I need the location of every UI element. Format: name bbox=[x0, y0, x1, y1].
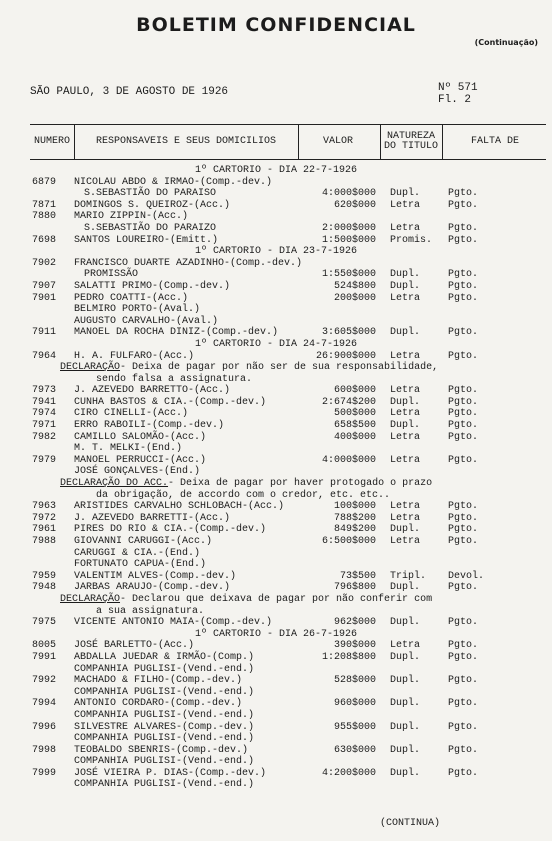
entry-nature: Letra bbox=[390, 408, 421, 420]
table-row bbox=[0, 733, 552, 745]
entry-name: TEOBALDO SBENRIS-(Comp.-dev.) bbox=[74, 744, 249, 756]
entry-reason: Pgto. bbox=[448, 582, 479, 594]
continuation-note: (Continuação) bbox=[474, 38, 538, 47]
entry-value: 1:550$000 bbox=[321, 269, 376, 281]
table-row bbox=[0, 304, 552, 316]
entry-nature: Letra bbox=[390, 431, 421, 443]
entry-name: PEDRO COATTI-(Acc.) bbox=[74, 292, 189, 304]
entry-reason: Pgto. bbox=[448, 292, 479, 304]
continues-note: (CONTINUA) bbox=[380, 818, 441, 829]
entry-name: J. AZEVEDO BARRETTI-(Acc.) bbox=[74, 512, 231, 524]
entry-reason: Pgto. bbox=[448, 501, 479, 513]
entry-nature: Dupl. bbox=[390, 617, 421, 629]
entry-value: 400$000 bbox=[333, 431, 376, 443]
entry-value: 658$500 bbox=[333, 420, 376, 432]
entry-value: 849$200 bbox=[333, 524, 376, 536]
entry-reason: Pgto. bbox=[448, 698, 479, 710]
table-row bbox=[0, 698, 552, 710]
entry-reason: Pgto. bbox=[448, 744, 479, 756]
entry-nature: Dupl. bbox=[390, 396, 421, 408]
entry-name: M. T. MELKI-(End.) bbox=[74, 443, 183, 455]
table-row bbox=[0, 420, 552, 432]
entry-number: 7991 bbox=[32, 651, 57, 663]
table-row bbox=[0, 466, 552, 478]
entry-nature: Letra bbox=[390, 640, 421, 652]
entry-name: PIRES DO RIO & CIA.-(Comp.-dev.) bbox=[74, 524, 267, 536]
entry-name: H. A. FULFARO-(Acc.) bbox=[74, 350, 195, 362]
entry-number: 7698 bbox=[32, 234, 57, 246]
entry-reason: Pgto. bbox=[448, 651, 479, 663]
document-title: BOLETIM CONFIDENCIAL bbox=[136, 14, 416, 36]
entry-reason: Pgto. bbox=[448, 431, 479, 443]
entry-value: 960$000 bbox=[333, 698, 376, 710]
table-row bbox=[0, 269, 552, 281]
table-row bbox=[0, 385, 552, 397]
table-row bbox=[0, 548, 552, 560]
bulletin-number: Nº 571 bbox=[438, 82, 478, 94]
entry-reason: Pgto. bbox=[448, 222, 479, 234]
table-row bbox=[0, 200, 552, 212]
entry-nature: Dupl. bbox=[390, 721, 421, 733]
table-row bbox=[0, 687, 552, 699]
table-row bbox=[0, 745, 552, 757]
entry-name: DOMINGOS S. QUEIROZ-(Acc.) bbox=[74, 199, 231, 211]
col-numero: NUMERO bbox=[33, 136, 70, 147]
table-row bbox=[0, 432, 552, 444]
entry-number: 7964 bbox=[32, 350, 57, 362]
entry-number: 7948 bbox=[32, 582, 57, 594]
entry-name: FRANCISCO DUARTE AZADINHO-(Comp.-dev.) bbox=[74, 257, 303, 269]
entry-nature: Letra bbox=[390, 222, 421, 234]
entry-value: 200$000 bbox=[333, 292, 376, 304]
entry-value: 788$200 bbox=[333, 512, 376, 524]
entry-nature: Letra bbox=[390, 385, 421, 397]
table-row bbox=[0, 351, 552, 363]
entry-reason: Pgto. bbox=[448, 536, 479, 547]
sheet-number: Fl. 2 bbox=[438, 94, 472, 106]
table-row bbox=[0, 235, 552, 247]
entry-value: 630$000 bbox=[333, 744, 376, 756]
table-row bbox=[0, 177, 552, 189]
entry-nature: Dupl. bbox=[390, 767, 421, 779]
entry-value: 600$000 bbox=[333, 385, 376, 397]
declaration-continuation: sendo falsa a assignatura. bbox=[96, 373, 253, 385]
entry-nature: Dupl. bbox=[390, 269, 421, 281]
entry-name: MARIO ZIPPIN-(Acc.) bbox=[74, 211, 189, 223]
table-row bbox=[0, 606, 552, 618]
table-row bbox=[0, 455, 552, 467]
table-row bbox=[0, 316, 552, 328]
table-row bbox=[0, 536, 552, 548]
entry-nature: Promis. bbox=[390, 234, 433, 246]
section-heading: 1º CARTORIO - DIA 22-7-1926 bbox=[194, 165, 358, 176]
table-row bbox=[0, 652, 552, 664]
entry-name: MANOEL PERRUCCI-(Acc.) bbox=[74, 454, 207, 466]
entry-value: 962$000 bbox=[333, 617, 376, 629]
table-row bbox=[0, 246, 552, 258]
table-row bbox=[0, 640, 552, 652]
declaration-text: - Deixa de pagar por não ser de sua responsabilidade, bbox=[120, 362, 439, 374]
entry-reason: Devol. bbox=[448, 570, 485, 582]
entry-value: 26:900$000 bbox=[315, 350, 376, 362]
entry-name: SILVESTRE ALVARES-(Comp.-dev.) bbox=[74, 721, 255, 733]
entry-name: CARUGGI & CIA.-(End.) bbox=[74, 547, 201, 559]
entry-nature: Dupl. bbox=[390, 582, 421, 594]
entry-name: COMPANHIA PUGLISI-(Vend.-end.) bbox=[74, 709, 255, 721]
declaration-label: DECLARAÇÃO DO ACC. bbox=[60, 478, 169, 490]
entry-reason: Pgto. bbox=[448, 640, 479, 652]
entry-value: 1:208$800 bbox=[321, 651, 376, 663]
table-row bbox=[0, 443, 552, 455]
entry-reason: Pgto. bbox=[448, 396, 479, 408]
entry-nature: Letra bbox=[390, 350, 421, 362]
entry-reason: Pgto. bbox=[448, 350, 479, 362]
entry-reason: Pgto. bbox=[448, 234, 479, 246]
entry-nature: Dupl. bbox=[390, 698, 421, 710]
table-row bbox=[0, 327, 552, 339]
entry-name: S.SEBASTIÃO DO PARAISO bbox=[84, 188, 217, 200]
entry-reason: Pgto. bbox=[448, 617, 479, 629]
table-row bbox=[0, 339, 552, 351]
entry-name: ABDALLA JUEDAR & IRMÃO-(Comp.) bbox=[74, 651, 255, 663]
col-falta: FALTA DE bbox=[470, 136, 519, 147]
table-row bbox=[0, 165, 552, 177]
entry-reason: Pgto. bbox=[448, 199, 479, 211]
entry-name: CAMILLO SALOMÃO-(Acc.) bbox=[74, 431, 207, 443]
entry-name: COMPANHIA PUGLISI-(Vend.-end.) bbox=[74, 686, 255, 698]
entry-reason: Pgto. bbox=[448, 675, 479, 687]
table-row bbox=[0, 501, 552, 513]
entry-number: 7996 bbox=[32, 721, 57, 733]
entry-name: J. AZEVEDO BARRETTO-(Acc.) bbox=[74, 385, 231, 397]
entry-number: 7974 bbox=[32, 408, 57, 420]
entry-nature: Dupl. bbox=[390, 675, 421, 687]
entry-name: MACHADO & FILHO-(Comp.-dev.) bbox=[74, 675, 243, 687]
entry-name: NICOLAU ABDO & IRMAO-(Comp.-dev.) bbox=[74, 176, 273, 188]
entry-name: JOSÉ GONÇALVES-(End.) bbox=[74, 466, 201, 478]
entry-nature: Letra bbox=[390, 292, 421, 304]
entry-name: JARBAS ARAUJO-(Comp.-dev.) bbox=[74, 582, 231, 594]
entry-name: JOSÉ VIEIRA P. DIAS-(Comp.-dev.) bbox=[74, 767, 267, 779]
table-row bbox=[0, 722, 552, 734]
section-heading: 1º CARTORIO - DIA 23-7-1926 bbox=[194, 246, 358, 258]
entry-value: 4:000$000 bbox=[321, 454, 376, 466]
entry-name: BELMIRO PORTO-(Aval.) bbox=[74, 304, 201, 316]
declaration-text: - Declarou que deixava de pagar por não conferir com bbox=[120, 593, 433, 605]
entry-name: ANTONIO CORDARO-(Comp.-dev.) bbox=[74, 698, 243, 710]
entry-number: 7961 bbox=[32, 524, 57, 536]
entry-name: JOSÉ BARLETTO-(Acc.) bbox=[74, 640, 195, 652]
entry-number: 7972 bbox=[32, 512, 57, 524]
entry-number: 7998 bbox=[32, 744, 57, 756]
declaration-continuation: da obrigação, de accordo com o credor, etc. etc.. bbox=[96, 489, 391, 501]
entry-nature: Tripl. bbox=[390, 570, 427, 582]
entry-value: 3:605$000 bbox=[321, 327, 376, 339]
entry-number: 7971 bbox=[32, 420, 57, 432]
entry-nature: Dupl. bbox=[390, 524, 421, 536]
entry-reason: Pgto. bbox=[448, 524, 479, 536]
entry-number: 7959 bbox=[32, 570, 57, 582]
entry-reason: Pgto. bbox=[448, 408, 479, 420]
entry-value: 4:000$000 bbox=[321, 188, 376, 200]
entry-value: 390$000 bbox=[333, 640, 376, 652]
entry-number: 7901 bbox=[32, 292, 57, 304]
entry-value: 1:500$000 bbox=[321, 234, 376, 246]
dateline: SÃO PAULO, 3 DE AGOSTO DE 1926 bbox=[30, 86, 229, 98]
entry-nature: Letra bbox=[390, 454, 421, 466]
entry-number: 7911 bbox=[32, 327, 57, 339]
entry-number: 7941 bbox=[32, 396, 57, 408]
table-row bbox=[0, 211, 552, 223]
table-row bbox=[0, 408, 552, 420]
entry-nature: Dupl. bbox=[390, 188, 421, 200]
entry-reason: Pgto. bbox=[448, 512, 479, 524]
table-row bbox=[0, 223, 552, 235]
table-row bbox=[0, 768, 552, 780]
entry-name: CIRO CINELLI-(Acc.) bbox=[74, 408, 189, 420]
entry-number: 7871 bbox=[32, 199, 57, 211]
entry-value: 2:000$000 bbox=[321, 222, 376, 234]
table-row bbox=[0, 594, 552, 606]
entry-value: 796$800 bbox=[333, 582, 376, 594]
entry-number: 7979 bbox=[32, 454, 57, 466]
table-row bbox=[0, 513, 552, 525]
entry-number: 7994 bbox=[32, 698, 57, 710]
entry-value: 500$000 bbox=[333, 408, 376, 420]
declaration-text: - Deixa de pagar por haver protogado o prazo bbox=[168, 478, 433, 490]
entry-reason: Pgto. bbox=[448, 269, 479, 281]
entry-nature: Dupl. bbox=[390, 744, 421, 756]
entry-number: 7880 bbox=[32, 211, 57, 223]
entry-reason: Pgto. bbox=[448, 327, 479, 339]
entry-nature: Dupl. bbox=[390, 420, 421, 432]
entry-name: SALATTI PRIMO-(Comp.-dev.) bbox=[74, 280, 231, 292]
entry-name: COMPANHIA PUGLISI-(Vend.-end.) bbox=[74, 779, 255, 791]
entry-number: 7902 bbox=[32, 257, 57, 269]
table-row bbox=[0, 374, 552, 386]
entry-nature: Letra bbox=[390, 536, 421, 547]
entry-name: VALENTIM ALVES-(Comp.-dev.) bbox=[74, 570, 237, 582]
table-row bbox=[0, 675, 552, 687]
entry-number: 7999 bbox=[32, 767, 57, 779]
table-row bbox=[0, 629, 552, 641]
section-heading: 1º CARTORIO - DIA 26-7-1926 bbox=[194, 628, 358, 640]
table-row bbox=[0, 490, 552, 502]
entry-name: FORTUNATO CAPUA-(End.) bbox=[74, 559, 207, 571]
entry-reason: Pgto. bbox=[448, 721, 479, 733]
entry-nature: Dupl. bbox=[390, 327, 421, 339]
declaration-line bbox=[60, 362, 438, 374]
table-row bbox=[0, 756, 552, 768]
entry-reason: Pgto. bbox=[448, 188, 479, 200]
entry-number: 8005 bbox=[32, 640, 57, 652]
table-header bbox=[30, 124, 546, 160]
entry-name: SANTOS LOUREIRO-(Emitt.) bbox=[74, 234, 219, 246]
entry-nature: Letra bbox=[390, 512, 421, 524]
table-row bbox=[0, 258, 552, 270]
entry-reason: Pgto. bbox=[448, 767, 479, 779]
declaration-line bbox=[60, 478, 432, 490]
entry-name: S.SEBASTIÃO DO PARAIZO bbox=[84, 222, 217, 234]
entry-number: 7982 bbox=[32, 431, 57, 443]
table-row bbox=[0, 664, 552, 676]
entry-number: 7975 bbox=[32, 617, 57, 629]
entry-number: 7907 bbox=[32, 280, 57, 292]
col-natureza: NATUREZA DO TITULO bbox=[383, 131, 438, 152]
table-row bbox=[0, 362, 552, 374]
entry-value: 955$000 bbox=[333, 721, 376, 733]
table-row bbox=[0, 188, 552, 200]
col-responsaveis: RESPONSAVEIS E SEUS DOMICILIOS bbox=[95, 136, 277, 147]
entry-value: 528$000 bbox=[333, 675, 376, 687]
entry-name: GIOVANNI CARUGGI-(Acc.) bbox=[74, 536, 213, 547]
table-row bbox=[0, 281, 552, 293]
entry-name: VICENTE ANTONIO MAIA-(Comp.-dev.) bbox=[74, 617, 273, 629]
table-row bbox=[0, 524, 552, 536]
declaration-label: DECLARAÇÃO bbox=[60, 593, 121, 605]
entry-name: PROMISSÃO bbox=[84, 269, 139, 281]
entry-value: 6:500$000 bbox=[321, 536, 376, 547]
entry-value: 100$000 bbox=[333, 501, 376, 513]
entry-name: AUGUSTO CARVALHO-(Aval.) bbox=[74, 315, 219, 327]
entry-value: 4:200$000 bbox=[321, 767, 376, 779]
entry-number: 7973 bbox=[32, 385, 57, 397]
declaration-continuation: a sua assignatura. bbox=[96, 605, 205, 617]
table-body bbox=[0, 165, 552, 791]
entry-value: 2:674$200 bbox=[321, 396, 376, 408]
entry-reason: Pgto. bbox=[448, 420, 479, 432]
col-valor: VALOR bbox=[322, 136, 353, 147]
entry-reason: Pgto. bbox=[448, 454, 479, 466]
declaration-label: DECLARAÇÃO bbox=[60, 362, 121, 374]
entry-name: COMPANHIA PUGLISI-(Vend.-end.) bbox=[74, 663, 255, 675]
entry-name: MANOEL DA ROCHA DINIZ-(Comp.-dev.) bbox=[74, 327, 279, 339]
entry-nature: Letra bbox=[390, 199, 421, 211]
entry-reason: Pgto. bbox=[448, 280, 479, 292]
table-row bbox=[0, 582, 552, 594]
entry-number: 6879 bbox=[32, 176, 57, 188]
entry-reason: Pgto. bbox=[448, 385, 479, 397]
entry-nature: Dupl. bbox=[390, 651, 421, 663]
entry-name: COMPANHIA PUGLISI-(Vend.-end.) bbox=[74, 756, 255, 768]
table-row bbox=[0, 293, 552, 305]
section-heading: 1º CARTORIO - DIA 24-7-1926 bbox=[194, 338, 358, 350]
entry-value: 524$800 bbox=[333, 280, 376, 292]
entry-value: 73$500 bbox=[339, 570, 376, 582]
table-row bbox=[0, 478, 552, 490]
entry-name: ARISTIDES CARVALHO SCHLOBACH-(Acc.) bbox=[74, 501, 285, 513]
table-row bbox=[0, 559, 552, 571]
bulletin-number-block bbox=[438, 82, 478, 106]
entry-nature: Letra bbox=[390, 501, 421, 513]
entry-name: CUNHA BASTOS & CIA.-(Comp.-dev.) bbox=[74, 396, 267, 408]
entry-value: 620$000 bbox=[333, 199, 376, 211]
table-row bbox=[0, 710, 552, 722]
table-row bbox=[0, 397, 552, 409]
entry-name: COMPANHIA PUGLISI-(Vend.-end.) bbox=[74, 733, 255, 745]
table-row bbox=[0, 571, 552, 583]
entry-name: ERRO RABOILI-(Comp.-dev.) bbox=[74, 420, 225, 432]
declaration-line bbox=[60, 594, 432, 606]
table-row bbox=[0, 617, 552, 629]
entry-number: 7963 bbox=[32, 501, 57, 513]
entry-number: 7988 bbox=[32, 536, 57, 547]
entry-nature: Dupl. bbox=[390, 280, 421, 292]
table-row bbox=[0, 779, 552, 791]
entry-number: 7992 bbox=[32, 675, 57, 687]
